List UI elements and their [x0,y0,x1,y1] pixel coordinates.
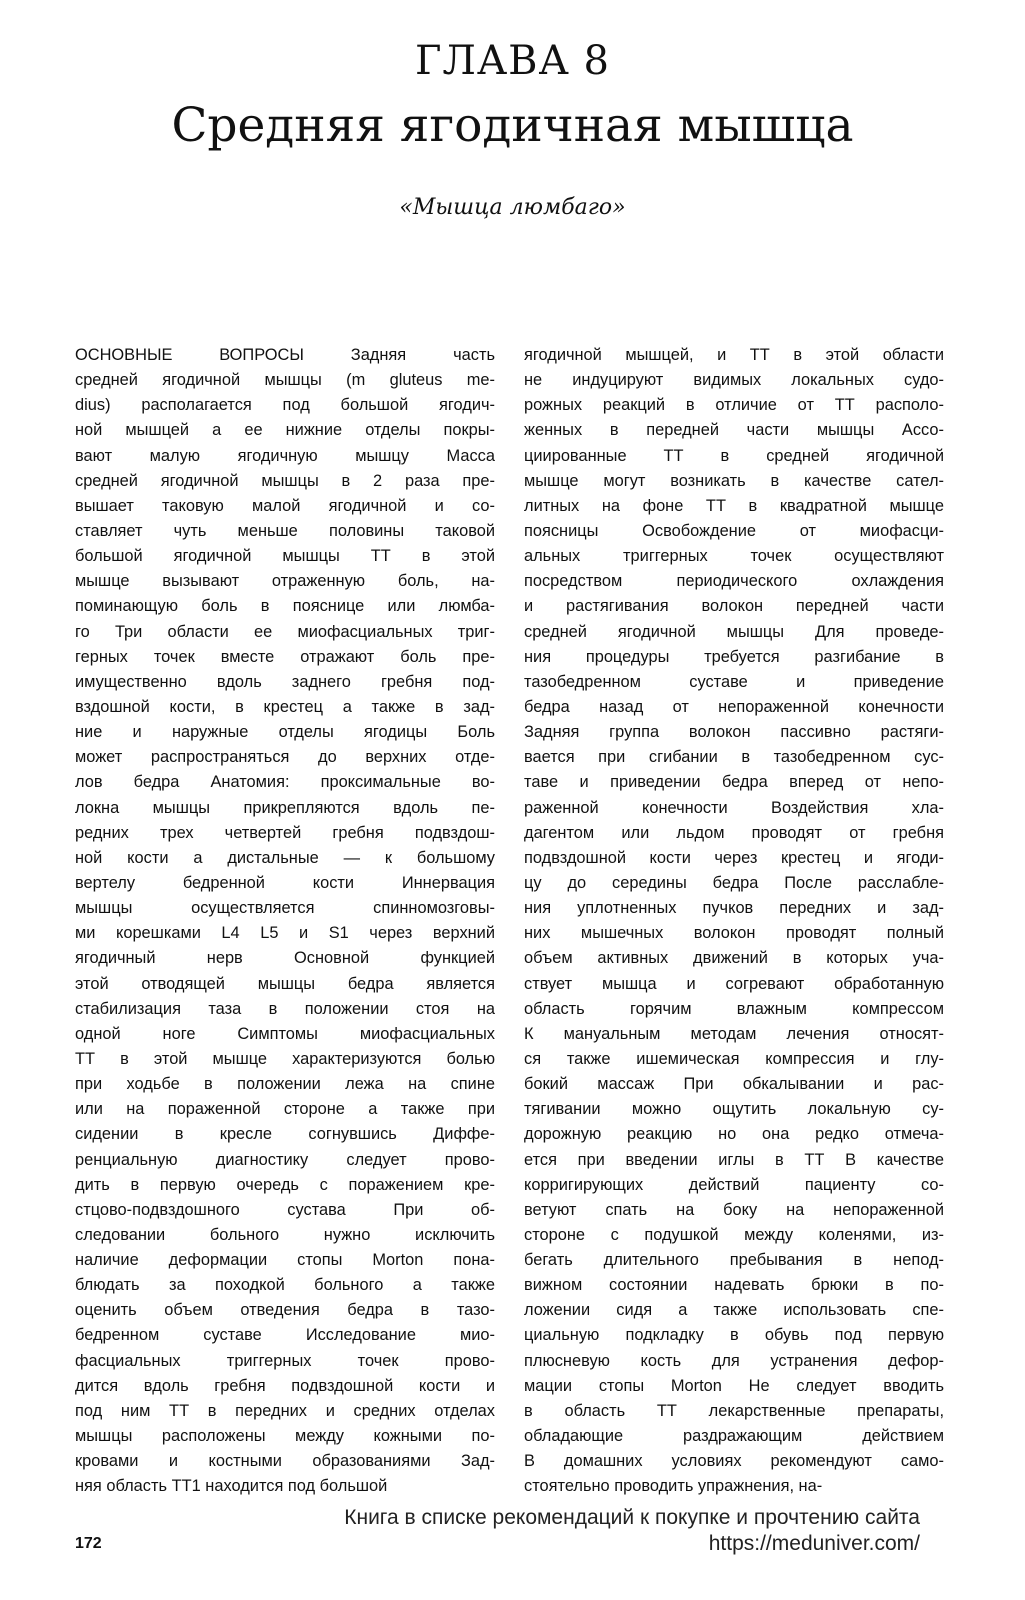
text-line: или на пораженной стороне а также при [75,1100,495,1119]
text-line: обладающие раздражающим действием [524,1427,944,1446]
text-line: следовании больного нужно исключить [75,1225,495,1244]
text-line: бедренном суставе Исследование мио- [75,1326,495,1345]
text-line: тазобедренном суставе и приведение [524,672,944,691]
text-line: ренциальную диагностику следует прово- [75,1150,495,1169]
text-line: вают малую ягодичную мышцу Масса [75,446,495,465]
text-line: вздошной кости, в крестец а также в зад- [75,697,495,716]
text-line: подвздошной кости через крестец и ягоди- [524,848,944,867]
text-line: дагентом или льдом проводят от гребня [524,823,944,842]
text-line: поясницы Освобождение от миофасци- [524,521,944,540]
text-line: женных в передней части мышцы Ассо- [524,421,944,440]
text-line: бедра назад от непораженной конечности [524,697,944,716]
text-line: мышце вызывают отраженную боль, на- [75,572,495,591]
text-line: оценить объем отведения бедра в тазо- [75,1301,495,1320]
text-line: наличие деформации стопы Morton пона- [75,1251,495,1270]
text-line: под ним ТТ в передних и средних отделах [75,1401,495,1420]
text-line: няя область ТТ1 находится под большой [75,1477,388,1496]
text-line: вышает таковую малой ягодичной и со- [75,496,495,515]
text-line: мышце могут возникать в качестве сател- [524,471,944,490]
text-line: кровами и костными образованиями Зад- [75,1452,495,1471]
text-line: альных триггерных точек осуществляют [524,547,944,566]
text-line: ягодичный нерв Основной функцией [75,949,495,968]
text-line: корригирующих действий пациенту со- [524,1175,944,1194]
footer-note: Книга в списке рекомендаций к покупке и прочтению сайта https://meduniver.com/ [344,1506,920,1555]
text-column-right [524,343,944,1499]
text-line: лов бедра Анатомия: проксимальные во- [75,773,495,792]
text-line: посредством периодического охлаждения [524,572,944,591]
chapter-number: ГЛАВА 8 [414,38,610,84]
text-line: dius) располагается под большой ягодич- [75,396,495,415]
text-line: вертелу бедренной кости Иннервация [75,873,495,892]
text-line: большой ягодичной мышцы ТТ в этой [75,547,495,566]
text-line: стороне с подушкой между коленями, из- [524,1225,944,1244]
page-number: 172 [75,1535,102,1552]
text-line: мышцы осуществляется спинномозговы- [75,899,495,918]
text-line: стоятельно проводить упражнения, на- [524,1477,823,1496]
text-line: редних трех четвертей гребня подвздош- [75,823,495,842]
text-line: плюсневую кость для устранения дефор- [524,1351,944,1370]
text-line: область горячим влажным компрессом [524,999,944,1018]
text-line: ния процедуры требуется разгибание в [524,647,944,666]
text-line: ной мышцей а ее нижние отделы покры- [75,421,495,440]
text-line: рожных реакций в отличие от ТТ располо- [524,396,944,415]
text-line: средней ягодичной мышцы в 2 раза пре- [75,471,495,490]
text-line: объем активных движений в которых уча- [524,949,944,968]
text-line: ми корешками L4 L5 и S1 через верхний [75,924,495,943]
text-line: мации стопы Morton Не следует вводить [524,1376,944,1395]
text-line: го Три области ее миофасциальных триг- [75,622,495,641]
text-line: имущественно вдоль заднего гребня под- [75,672,495,691]
text-line: ставляет чуть меньше половины таковой [75,521,495,540]
text-line: поминающую боль в пояснице или люмба- [75,597,495,616]
text-line: средней ягодичной мышцы (m gluteus me- [75,371,495,390]
text-line: К мануальным методам лечения относят- [524,1024,944,1043]
text-line: Задняя группа волокон пассивно растяги- [524,723,944,742]
text-line: блюдать за походкой больного а также [75,1276,495,1295]
text-line: средней ягодичной мышцы Для проведе- [524,622,944,641]
text-line: раженной конечности Воздействия хла- [524,798,944,817]
text-line: ягодичной мышцей, и ТТ в этой области [524,346,944,364]
text-line: локна мышцы прикрепляются вдоль пе- [75,798,495,817]
text-line: герных точек вместе отражают боль пре- [75,647,495,666]
text-line: тягивании можно ощутить локальную су- [524,1100,944,1119]
text-line: ТТ в этой мышце характеризуются болью [75,1049,495,1068]
text-line: таве и приведении бедра вперед от непо- [524,773,944,792]
text-line: этой отводящей мышцы бедра является [75,974,495,993]
text-line: бокий массаж При обкалывании и рас- [524,1075,944,1094]
text-line: дить в первую очередь с поражением кре- [75,1175,495,1194]
text-line: стабилизация таза в положении стоя на [75,999,495,1018]
text-line: ется при введении иглы в ТТ В качестве [524,1150,944,1169]
text-line: сидении в кресле согнувшись Диффе- [75,1125,495,1144]
text-line: ния уплотненных пучков передних и зад- [524,899,944,918]
text-line: вается при сгибании в тазобедренном сус- [524,748,944,767]
text-line: дорожную реакцию но она редко отмеча- [524,1125,944,1144]
text-line: при ходьбе в положении лежа на спине [75,1075,495,1094]
text-line: литных на фоне ТТ в квадратной мышце [524,496,944,515]
text-line: вижном состоянии надевать брюки в по- [524,1276,944,1295]
text-line: цу до середины бедра После расслабле- [524,873,944,892]
epigraph: «Мышца люмбаго» [399,195,626,220]
text-line: ствует мышца и согревают обработанную [524,974,944,993]
text-line: ложении сидя а также использовать спе- [524,1301,944,1320]
text-line: ветуют спать на боку на непораженной [524,1200,944,1219]
text-line: В домашних условиях рекомендуют само- [524,1452,944,1471]
text-column-left [75,343,495,1499]
text-line: в область ТТ лекарственные препараты, [524,1401,944,1420]
text-line: ся также ишемическая компрессия и глу- [524,1049,944,1068]
text-line: фасциальных триггерных точек прово- [75,1351,495,1370]
text-line: ние и наружные отделы ягодицы Боль [75,723,495,742]
text-line: и растягивания волокон передней части [524,597,944,616]
text-line: циальную подкладку в обувь под первую [524,1326,944,1345]
text-line: ОСНОВНЫЕ ВОПРОСЫ Задняя часть [75,346,495,364]
chapter-title: Средняя ягодичная мышца [171,98,854,153]
text-line: одной ноге Симптомы миофасциальных [75,1024,495,1043]
text-line: мышцы расположены между кожными по- [75,1427,495,1446]
text-line: стцово-подвздошного сустава При об- [75,1200,495,1219]
text-line: них мышечных волокон проводят полный [524,924,944,943]
text-line: ной кости а дистальные — к большому [75,848,495,867]
text-line: может распространяться до верхних отде- [75,748,495,767]
text-line: циированные ТТ в средней ягодичной [524,446,944,465]
text-line: дится вдоль гребня подвздошной кости и [75,1376,495,1395]
text-line: бегать длительного пребывания в непод- [524,1251,944,1270]
text-line: не индуцируют видимых локальных судо- [524,371,944,390]
